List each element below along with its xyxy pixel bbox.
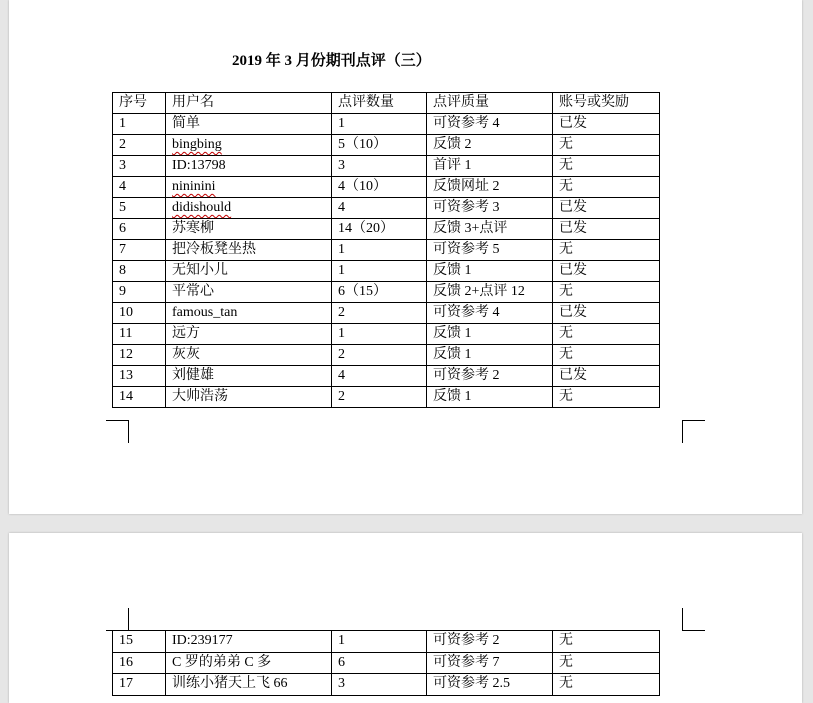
table-row <box>113 345 660 366</box>
margin-corner-mark <box>682 608 705 631</box>
cell-reward: 无 <box>553 135 660 156</box>
cell-username: 刘健雄 <box>166 366 332 387</box>
margin-corner-mark <box>106 608 129 631</box>
cell-review-count: 5（10） <box>332 135 427 156</box>
cell-reward: 无 <box>553 177 660 198</box>
cell-number: 12 <box>113 345 166 366</box>
cell-reward: 已发 <box>553 366 660 387</box>
cell-username: 把冷板凳坐热 <box>166 240 332 261</box>
cell-review-quality: 反馈 3+点评 <box>427 219 553 240</box>
cell-review-count: 4 <box>332 198 427 219</box>
cell-username: 苏寒柳 <box>166 219 332 240</box>
cell-review-quality: 反馈 1 <box>427 261 553 282</box>
cell-review-count: 1 <box>332 240 427 261</box>
margin-corner-mark <box>682 420 705 443</box>
cell-number: 11 <box>113 324 166 345</box>
cell-username: 无知小儿 <box>166 261 332 282</box>
cell-number: 16 <box>113 652 166 674</box>
cell-review-quality: 可资参考 2.5 <box>427 674 553 696</box>
cell-number: 1 <box>113 114 166 135</box>
cell-reward: 无 <box>553 674 660 696</box>
spellcheck-flagged-text: nininini <box>172 179 216 194</box>
cell-review-quality: 可资参考 2 <box>427 366 553 387</box>
cell-review-quality: 首评 1 <box>427 156 553 177</box>
cell-username: 灰灰 <box>166 345 332 366</box>
cell-number: 17 <box>113 674 166 696</box>
cell-username <box>166 198 332 219</box>
table-row <box>113 261 660 282</box>
cell-reward: 已发 <box>553 303 660 324</box>
cell-reward: 已发 <box>553 114 660 135</box>
table-row <box>113 219 660 240</box>
table-row <box>113 652 660 674</box>
table-row <box>113 631 660 653</box>
cell-review-quality: 反馈 2+点评 12 <box>427 282 553 303</box>
cell-review-quality: 可资参考 7 <box>427 652 553 674</box>
cell-reward: 无 <box>553 156 660 177</box>
table-row <box>113 240 660 261</box>
cell-review-count: 4 <box>332 366 427 387</box>
cell-username: ID:239177 <box>166 631 332 653</box>
cell-review-count: 6（15） <box>332 282 427 303</box>
cell-username: 平常心 <box>166 282 332 303</box>
column-header: 账号或奖励 <box>553 93 660 114</box>
document-title: 2019 年 3 月份期刊点评（三） <box>232 53 431 69</box>
cell-number: 13 <box>113 366 166 387</box>
cell-number: 14 <box>113 387 166 408</box>
cell-review-count: 1 <box>332 261 427 282</box>
cell-review-count: 14（20） <box>332 219 427 240</box>
cell-review-quality: 反馈 1 <box>427 345 553 366</box>
cell-review-quality: 可资参考 3 <box>427 198 553 219</box>
cell-review-count: 2 <box>332 303 427 324</box>
cell-review-count: 2 <box>332 387 427 408</box>
cell-review-quality: 可资参考 2 <box>427 631 553 653</box>
cell-number: 7 <box>113 240 166 261</box>
cell-review-count: 2 <box>332 345 427 366</box>
review-table-continued <box>112 630 660 696</box>
cell-review-quality: 反馈 1 <box>427 324 553 345</box>
cell-review-quality: 可资参考 4 <box>427 303 553 324</box>
cell-username: ID:13798 <box>166 156 332 177</box>
cell-reward: 无 <box>553 240 660 261</box>
spellcheck-flagged-text: bingbing <box>172 137 222 152</box>
cell-username <box>166 135 332 156</box>
cell-review-count: 6 <box>332 652 427 674</box>
column-header: 序号 <box>113 93 166 114</box>
cell-review-count: 3 <box>332 674 427 696</box>
cell-reward: 已发 <box>553 261 660 282</box>
table-row <box>113 156 660 177</box>
cell-review-quality: 可资参考 5 <box>427 240 553 261</box>
cell-username: famous_tan <box>166 303 332 324</box>
cell-number: 8 <box>113 261 166 282</box>
cell-username: 远方 <box>166 324 332 345</box>
cell-review-quality: 反馈 2 <box>427 135 553 156</box>
cell-reward: 已发 <box>553 219 660 240</box>
column-header: 点评质量 <box>427 93 553 114</box>
cell-number: 6 <box>113 219 166 240</box>
cell-review-quality: 反馈 1 <box>427 387 553 408</box>
cell-number: 15 <box>113 631 166 653</box>
cell-reward: 无 <box>553 345 660 366</box>
cell-number: 3 <box>113 156 166 177</box>
table-row <box>113 114 660 135</box>
table-row <box>113 177 660 198</box>
cell-username: 训练小猪天上飞 66 <box>166 674 332 696</box>
cell-reward: 无 <box>553 387 660 408</box>
cell-username: 大帅浩荡 <box>166 387 332 408</box>
cell-username <box>166 177 332 198</box>
table-row <box>113 198 660 219</box>
cell-review-quality: 可资参考 4 <box>427 114 553 135</box>
cell-reward: 无 <box>553 282 660 303</box>
column-header: 点评数量 <box>332 93 427 114</box>
table-row <box>113 366 660 387</box>
table-row <box>113 387 660 408</box>
table-row <box>113 135 660 156</box>
table-row <box>113 324 660 345</box>
cell-review-count: 4（10） <box>332 177 427 198</box>
cell-review-count: 3 <box>332 156 427 177</box>
column-header: 用户名 <box>166 93 332 114</box>
cell-number: 5 <box>113 198 166 219</box>
table-row <box>113 282 660 303</box>
review-table <box>112 92 660 408</box>
cell-number: 9 <box>113 282 166 303</box>
cell-reward: 无 <box>553 652 660 674</box>
cell-username: C 罗的弟弟 C 多 <box>166 652 332 674</box>
cell-reward: 无 <box>553 324 660 345</box>
cell-review-quality: 反馈网址 2 <box>427 177 553 198</box>
cell-username: 简单 <box>166 114 332 135</box>
table-header-row <box>113 93 660 114</box>
cell-review-count: 1 <box>332 631 427 653</box>
cell-reward: 无 <box>553 631 660 653</box>
cell-number: 2 <box>113 135 166 156</box>
cell-number: 4 <box>113 177 166 198</box>
cell-review-count: 1 <box>332 324 427 345</box>
table-row <box>113 674 660 696</box>
cell-reward: 已发 <box>553 198 660 219</box>
spellcheck-flagged-text: didishould <box>172 200 232 215</box>
margin-corner-mark <box>106 420 129 443</box>
table-row <box>113 303 660 324</box>
cell-number: 10 <box>113 303 166 324</box>
cell-review-count: 1 <box>332 114 427 135</box>
